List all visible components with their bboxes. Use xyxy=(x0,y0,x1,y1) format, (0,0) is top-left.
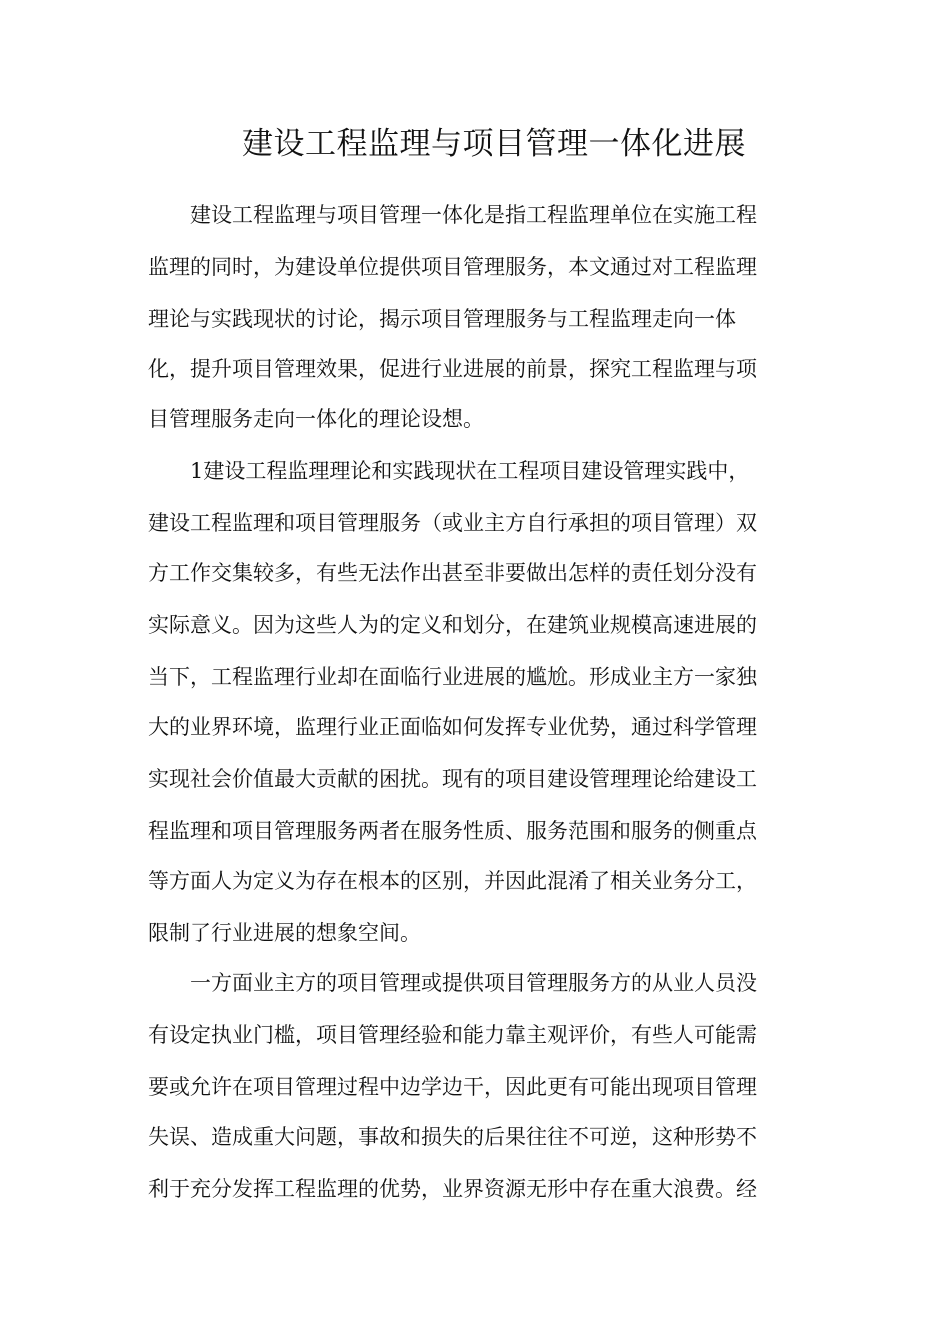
text-line: 化，提升项目管理效果，促进行业进展的前景，探究工程监理与项 xyxy=(148,357,757,381)
text-line: 理论与实践现状的讨论，揭示项目管理服务与工程监理走向一体 xyxy=(148,307,736,331)
document-title: 建设工程监理与项目管理一体化进展 xyxy=(242,126,746,162)
text-line: 一方面业主方的项目管理或提供项目管理服务方的从业人员没 xyxy=(190,971,757,995)
text-line: 失误、造成重大问题，事故和损失的后果往往不可逆，这种形势不 xyxy=(148,1125,757,1149)
text-line: 实现社会价值最大贡献的困扰。现有的项目建设管理理论给建设工 xyxy=(148,767,757,791)
text-line: 建设工程监理和项目管理服务（或业主方自行承担的项目管理）双 xyxy=(148,511,757,535)
text-line: 当下，工程监理行业却在面临行业进展的尴尬。形成业主方一家独 xyxy=(148,665,757,689)
text-line: 要或允许在项目管理过程中边学边干，因此更有可能出现项目管理 xyxy=(148,1075,757,1099)
text-line: 程监理和项目管理服务两者在服务性质、服务范围和服务的侧重点 xyxy=(148,819,757,843)
text-line: 实际意义。因为这些人为的定义和划分，在建筑业规模高速进展的 xyxy=(148,613,757,637)
text-line: 大的业界环境，监理行业正面临如何发挥专业优势，通过科学管理 xyxy=(148,715,757,739)
text-line: 目管理服务走向一体化的理论设想。 xyxy=(148,407,484,431)
text-line: 有设定执业门槛，项目管理经验和能力靠主观评价，有些人可能需 xyxy=(148,1023,757,1047)
text-line: 方工作交集较多，有些无法作出甚至非要做出怎样的责任划分没有 xyxy=(148,561,757,585)
text-line: 限制了行业进展的想象空间。 xyxy=(148,921,421,945)
text-line: 监理的同时，为建设单位提供项目管理服务，本文通过对工程监理 xyxy=(148,255,757,279)
text-line: 1建设工程监理理论和实践现状在工程项目建设管理实践中， xyxy=(190,459,750,483)
text-line: 利于充分发挥工程监理的优势，业界资源无形中存在重大浪费。经 xyxy=(148,1177,757,1201)
text-line: 建设工程监理与项目管理一体化是指工程监理单位在实施工程 xyxy=(190,203,757,227)
text-line: 等方面人为定义为存在根本的区别，并因此混淆了相关业务分工， xyxy=(148,869,757,893)
